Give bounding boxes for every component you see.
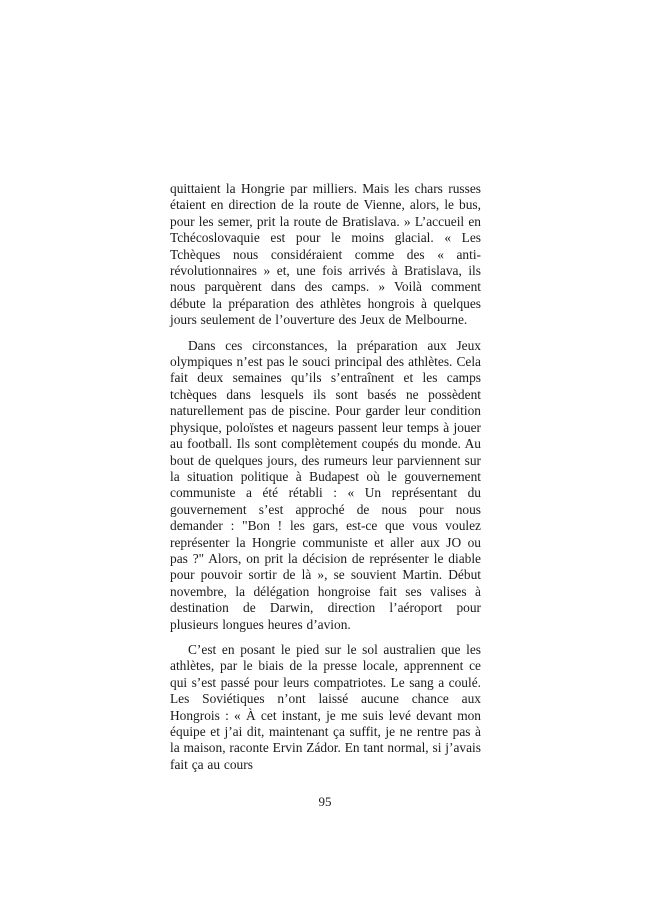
page-number: 95 — [318, 794, 332, 809]
paragraph-3: C’est en posant le pied sur le sol australien que les athlètes, par le biais de la presse locale, apprennent ce qui s’est passé pour leurs compatriotes. Le sang a coulé. Les Soviétiques n’ont laissé aucune chance aux Hongrois : « À cet instant, je me suis levé devant mon équipe et j’ai dit, maintenant ça suffit, je ne rentre pas à la maison, raconte Ervin Zádor. En tant normal, si j’avais fait ça au cours — [170, 641, 481, 772]
paragraph-1: quittaient la Hongrie par milliers. Mais les chars russes étaient en direction de la route de Vienne, alors, le bus, pour les semer, prit la route de Bratislava. » L’accueil en Tchécoslovaquie est pour le moins glacial. « Les Tchèques nous considéraient comme des « anti-révolutionnaires » et, une fois arrivés à Bratislava, ils nous parquèrent dans des camps. » Voilà comment débute la préparation des athlètes hongrois à quelques jours seulement de l’ouverture des Jeux de Melbourne. — [170, 181, 481, 328]
text-block — [170, 181, 481, 782]
paragraph-2: Dans ces circonstances, la préparation aux Jeux olympiques n’est pas le souci principal des athlètes. Cela fait deux semaines qu’ils s’entraînent et les camps tchèques dans lesquels ils sont basés ne possèdent naturellement pas de piscine. Pour garder leur condition physique, poloïstes et nageurs passent leur temps à jouer au football. Ils sont complètement coupés du monde. Au bout de quelques jours, des rumeurs leur parviennent sur la situation politique à Budapest où le gouvernement communiste a été rétabli : « Un représentant du gouvernement s’est approché de nous pour nous demander : "Bon ! les gars, est-ce que vous voulez représenter la Hongrie communiste et aller aux JO ou pas ?" Alors, on prit la décision de représenter le diable pour pouvoir sortir de là », se souvient Martin. Début novembre, la délégation hongroise fait ses valises à destination de Darwin, direction l’aéroport pour plusieurs longues heures d’avion. — [170, 337, 481, 632]
